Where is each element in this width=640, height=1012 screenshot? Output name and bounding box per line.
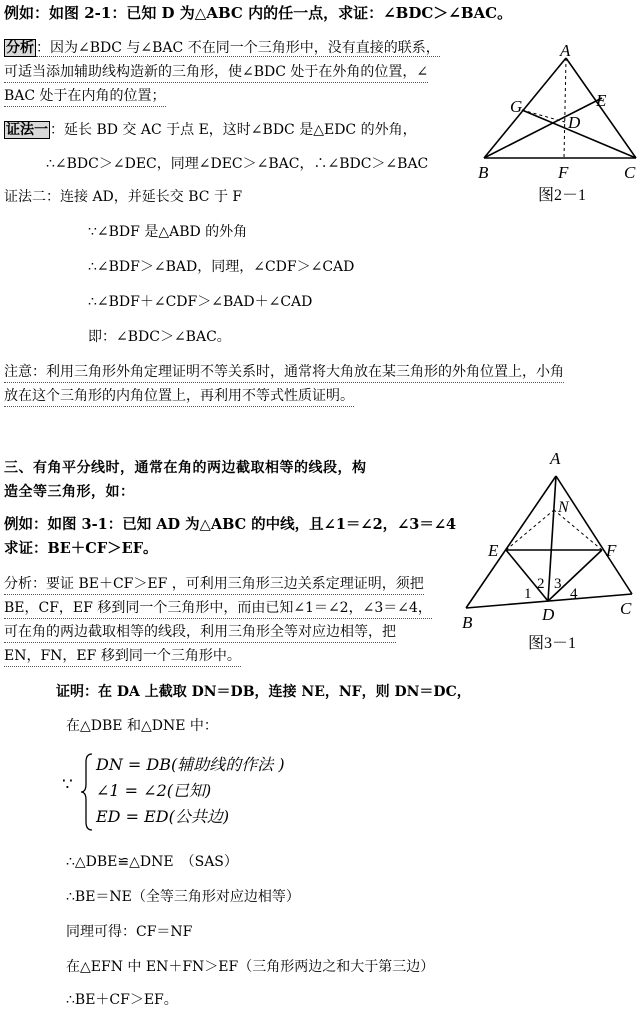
fig2-label-A: A (560, 41, 571, 60)
sec3-analysis-line-1: 分析：要证 BE＋CF＞EF ，可利用三角形三边关系定理证明，须把 (4, 574, 424, 595)
analysis-line-3: BAC 处于在内角的位置； (4, 86, 166, 107)
sec3-proof-text-1: 证明：在 DA 上截取 DN＝DB，连接 NE，NF，则 DN＝DC， (56, 684, 471, 700)
analysis-text-1: ：因为∠BDC 与∠BAC 不在同一个三角形中，没有直接的联系， (36, 40, 440, 56)
fig2-label-F: F (558, 163, 569, 182)
proof1-line-1 (4, 120, 417, 140)
fig3-label-D: D (542, 605, 555, 624)
figure-3-1 (460, 446, 640, 656)
fig3-caption: 图3－1 (528, 635, 577, 652)
fig2-label-C: C (624, 163, 636, 182)
fig3-label-N: N (558, 499, 569, 516)
note-line-2: 放在这个三角形的内角位置上，再利用不等式性质证明。 (4, 386, 354, 407)
fig2-label-D: D (568, 113, 581, 132)
note-line-1: 注意：利用三角形外角定理证明不等关系时，通常将大角放在某三角形的外角位置上，小角 (4, 362, 564, 383)
fig3-angle-1: 1 (524, 586, 532, 602)
because-symbol: ∵ (62, 775, 73, 795)
system-line-1: DN = DB(辅助线的作法 ) (96, 755, 285, 774)
section3-heading-1: 三、有角平分线时，通常在角的两边截取相等的线段，构 (4, 460, 367, 476)
sec3-proof-line-6: 在△EFN 中 EN＋FN＞EF（三角形两边之和大于第三边） (66, 959, 435, 975)
example-3-1-line-1: 例如：如图 3-1：已知 AD 为△ABC 的中线，且∠1＝∠2，∠3＝∠4 (4, 516, 457, 533)
left-brace (80, 752, 94, 832)
proof1-text: ：延长 BD 交 AC 于点 E，这时∠BDC 是△EDC 的外角， (50, 122, 417, 138)
fig3-label-A: A (550, 449, 561, 468)
sec3-proof-line-7: ∴BE＋CF＞EF。 (66, 992, 178, 1008)
fig3-label-C: C (620, 599, 632, 618)
sec3-proof-line-5: 同理可得：CF＝NF (66, 924, 193, 940)
analysis-line-1 (4, 38, 440, 58)
fig3-label-B: B (462, 613, 473, 632)
example-2-1-title: 例如：如图 2-1：已知 D 为△ABC 内的任一点，求证：∠BDC＞∠BAC。 (4, 4, 513, 22)
analysis-tag: 分析 (6, 40, 34, 56)
sec3-analysis-line-3: 可在角的两边截取相等的线段，利用三角形全等对应边相等，把 (4, 622, 396, 643)
proof2-line-2: ∴∠BDF＞∠BAD，同理，∠CDF＞∠CAD (88, 259, 355, 275)
analysis-line-2: 可适当添加辅助线构造新的三角形，使∠BDC 处于在外角的位置，∠ (4, 62, 428, 83)
sec3-proof-line-3: ∴△DBE≌△DNE （SAS） (66, 854, 238, 870)
sec3-analysis-line-4: EN，FN，EF 移到同一个三角形中。 (4, 646, 241, 667)
proof2-title: 证法二：连接 AD，并延长交 BC 于 F (4, 189, 243, 205)
system-line-3: ED = ED(公共边) (96, 807, 230, 826)
fig3-label-F: F (606, 541, 617, 560)
sec3-analysis-line-2: BE，CF，EF 移到同一个三角形中，而由已知∠1＝∠2，∠3＝∠4， (4, 598, 432, 619)
proof2-line-4: 即：∠BDC＞∠BAC。 (88, 329, 231, 345)
sec3-proof-line-1 (56, 682, 471, 702)
fig3-angle-2: 2 (537, 576, 545, 592)
proof1-line-2: ∴∠BDC＞∠DEC，同理∠DEC＞∠BAC，∴∠BDC＞∠BAC (46, 156, 429, 172)
fig2-label-G: G (510, 97, 523, 116)
fig2-label-B: B (478, 163, 489, 182)
example-3-1-line-2: 求证：BE＋CF＞EF。 (4, 540, 158, 557)
system-line-2: ∠1 = ∠2(已知) (96, 781, 212, 800)
fig2-label-E: E (596, 91, 607, 110)
proof2-line-3: ∴∠BDF＋∠CDF＞∠BAD＋∠CAD (88, 294, 313, 310)
section3-heading-2: 造全等三角形，如： (4, 484, 135, 500)
fig3-angle-3: 3 (554, 576, 562, 592)
fig2-caption: 图2－1 (538, 187, 587, 204)
sec3-proof-line-2: 在△DBE 和△DNE 中： (66, 718, 218, 734)
proof2-line-1: ∵∠BDF 是△ABD 的外角 (88, 224, 248, 240)
fig3-angle-4: 4 (570, 586, 578, 602)
proof1-tag: 证法一 (6, 122, 48, 138)
figure-2-1 (470, 40, 640, 210)
fig3-label-E: E (488, 541, 499, 560)
sec3-proof-line-4: ∴BE＝NE（全等三角形对应边相等） (66, 889, 300, 905)
